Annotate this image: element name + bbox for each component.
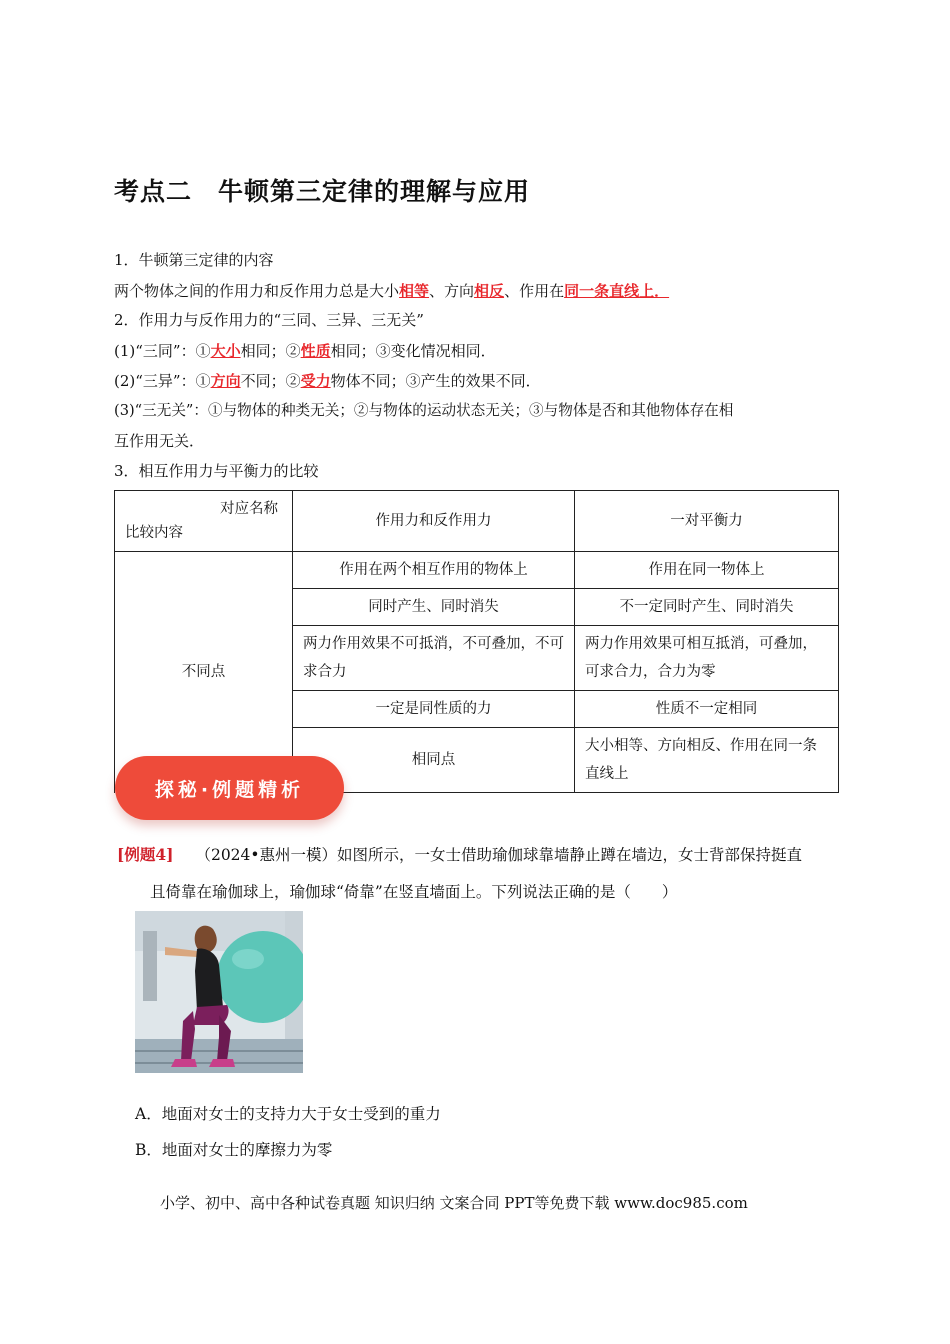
option-b: B．地面对女士的摩擦力为零	[135, 1141, 333, 1159]
example-line2: 且倚靠在瑜伽球上，瑜伽球“倚靠”在竖直墙面上。下列说法正确的是（ ）	[150, 883, 678, 901]
option-a: A．地面对女士的支持力大于女士受到的重力	[135, 1105, 441, 1123]
section-title: 考点二 牛顿第三定律的理解与应用	[114, 177, 531, 206]
col-header-balance: 一对平衡力	[575, 491, 839, 552]
table-cell: 一定是同性质的力	[293, 691, 575, 728]
row-label-different: 不同点	[115, 552, 293, 793]
page-footer: 小学、初中、高中各种试卷真题 知识归纳 文案合同 PPT等免费下载 www.doc985.com	[160, 1194, 748, 1212]
p1-text-c: 、作用在	[504, 282, 565, 300]
row-label-same: 相同点	[293, 728, 575, 793]
table-header-row	[115, 491, 839, 552]
san-tong-line	[114, 341, 496, 361]
table-row	[115, 552, 839, 589]
keyword-force-receiver: 受力	[300, 372, 331, 390]
san-yi-c: 物体不同；③产生的效果不同．	[330, 372, 541, 390]
san-yi-a: (2)“三异”：①	[114, 372, 211, 390]
p3-heading: 3．相互作用力与平衡力的比较	[114, 462, 319, 480]
col-header-action-reaction: 作用力和反作用力	[293, 491, 575, 552]
example-section-badge: 探秘·例题精析	[115, 756, 344, 820]
table-cell: 两力作用效果不可抵消，不可叠加，不可求合力	[293, 626, 575, 691]
san-tong-a: (1)“三同”：①	[114, 342, 211, 360]
yoga-ball-photo	[135, 911, 303, 1073]
table-cell: 不一定同时产生、同时消失	[575, 589, 839, 626]
san-tong-b: 相同；②	[240, 342, 301, 360]
table-corner-cell	[115, 491, 293, 552]
example-tag: [例题4]	[117, 845, 174, 864]
san-yi-line	[114, 371, 541, 391]
keyword-same-line: 同一条直线上．	[564, 282, 670, 300]
table-cell: 同时产生、同时消失	[293, 589, 575, 626]
keyword-nature: 性质	[300, 342, 331, 360]
p1-heading: 1．牛顿第三定律的内容	[114, 251, 274, 269]
table-cell: 作用在同一物体上	[575, 552, 839, 589]
san-yi-b: 不同；②	[240, 372, 301, 390]
keyword-opposite: 相反	[474, 282, 505, 300]
keyword-direction: 方向	[210, 372, 241, 390]
comparison-table	[114, 490, 839, 793]
example-text-1: （2024•惠州一模）如图所示，一女士借助瑜伽球靠墙静止蹲在墙边，女士背部保持挺直	[195, 846, 803, 864]
corner-top-label: 对应名称	[220, 501, 278, 517]
keyword-equal: 相等	[399, 282, 430, 300]
san-tong-c: 相同；③变化情况相同．	[330, 342, 496, 360]
san-wuguan-line2: 互作用无关．	[114, 432, 205, 450]
table-cell: 两力作用效果可相互抵消，可叠加，可求合力，合力为零	[575, 626, 839, 691]
san-wuguan-line1: (3)“三无关”：①与物体的种类无关；②与物体的运动状态无关；③与物体是否和其他物体存在相	[114, 402, 734, 419]
p2-heading: 2．作用力与反作用力的“三同、三异、三无关”	[114, 311, 424, 329]
p1-text-a: 两个物体之间的作用力和反作用力总是大小	[114, 282, 400, 300]
example-line1	[117, 845, 802, 865]
table-cell: 作用在两个相互作用的物体上	[293, 552, 575, 589]
p1-text	[114, 281, 669, 301]
keyword-magnitude: 大小	[210, 342, 241, 360]
p1-text-b: 、方向	[429, 282, 475, 300]
corner-bottom-label: 比较内容	[125, 525, 183, 541]
table-cell: 性质不一定相同	[575, 691, 839, 728]
same-point-value: 大小相等、方向相反、作用在同一条直线上	[575, 728, 839, 793]
